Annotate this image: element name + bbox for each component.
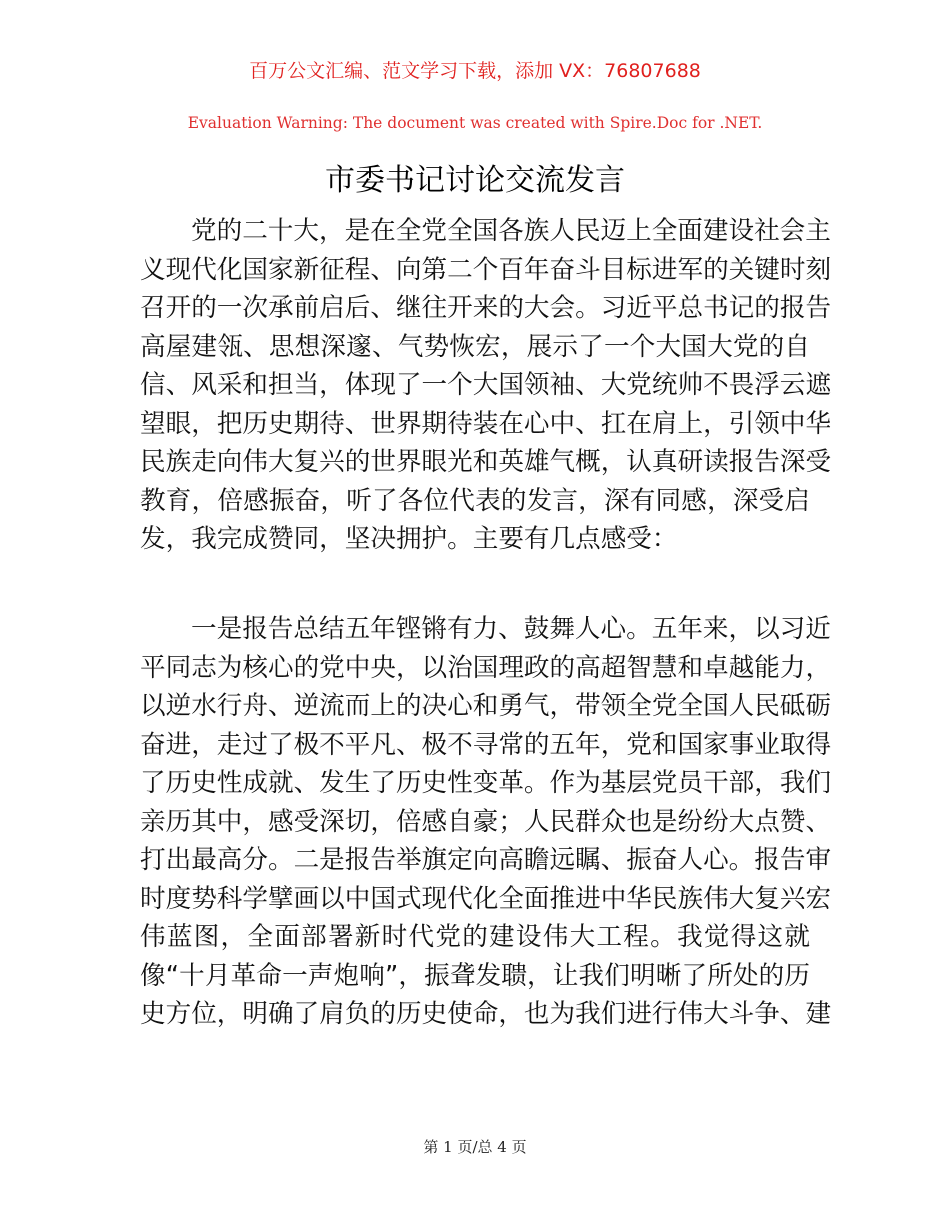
text-line: 望眼，把历史期待、世界期待装在心中、扛在肩上，引领中华 (140, 408, 832, 439)
text-line: 奋进，走过了极不平凡、极不寻常的五年，党和国家事业取得 (140, 729, 832, 760)
text-line: 发，我完成赞同，坚决拥护。主要有几点感受： (140, 524, 678, 554)
text-line: 了历史性成就、发生了历史性变革。作为基层党员干部，我们 (140, 768, 832, 798)
text-line: 信、风采和担当，体现了一个大国领袖、大党统帅不畏浮云遮 (140, 370, 832, 400)
text-line: 史方位，明确了肩负的历史使命，也为我们进行伟大斗争、建 (140, 999, 832, 1029)
paragraph-2 (140, 610, 832, 1034)
text-line: 一是报告总结五年铿锵有力、鼓舞人心。五年来，以习近 (191, 614, 831, 644)
text-line: 教育，倍感振奋，听了各位代表的发言，深有同感，深受启 (140, 485, 810, 516)
text-line: 党的二十大，是在全党全国各族人民迈上全面建设社会主 (191, 216, 831, 246)
paragraph-1 (140, 212, 832, 559)
text-line: 平同志为核心的党中央，以治国理政的高超智慧和卓越能力， (140, 652, 832, 683)
text-line: 高屋建瓴、思想深邃、气势恢宏，展示了一个大国大党的自 (140, 331, 810, 362)
document-title: 市委书记讨论交流发言 (325, 163, 625, 198)
text-line: 亲历其中，感受深切，倍感自豪；人民群众也是纷纷大点赞、 (140, 806, 832, 837)
page-indicator: 第 1 页/总 4 页 (423, 1138, 527, 1156)
text-line: 时度势科学擘画以中国式现代化全面推进中华民族伟大复兴宏 (140, 883, 832, 914)
evaluation-warning: Evaluation Warning: The document was created with Spire.Doc for .NET. (187, 114, 763, 132)
text-line: 打出最高分。二是报告举旗定向高瞻远瞩、振奋人心。报告审 (140, 845, 832, 875)
text-line: 民族走向伟大复兴的世界眼光和英雄气概，认真研读报告深受 (140, 447, 832, 477)
text-line: 伟蓝图，全面部署新时代党的建设伟大工程。我觉得这就 (140, 922, 810, 952)
text-line: 义现代化国家新征程、向第二个百年奋斗目标进军的关键时刻 (140, 254, 832, 285)
text-line: 以逆水行舟、逆流而上的决心和勇气，带领全党全国人民砥砺 (140, 691, 832, 721)
download-banner: 百万公文汇编、范文学习下载，添加 VX：76807688 (249, 60, 701, 82)
text-line: 召开的一次承前启后、继往开来的大会。习近平总书记的报告 (140, 293, 832, 323)
text-line: 像“十月革命一声炮响”，振聋发聩，让我们明晰了所处的历 (140, 960, 810, 991)
